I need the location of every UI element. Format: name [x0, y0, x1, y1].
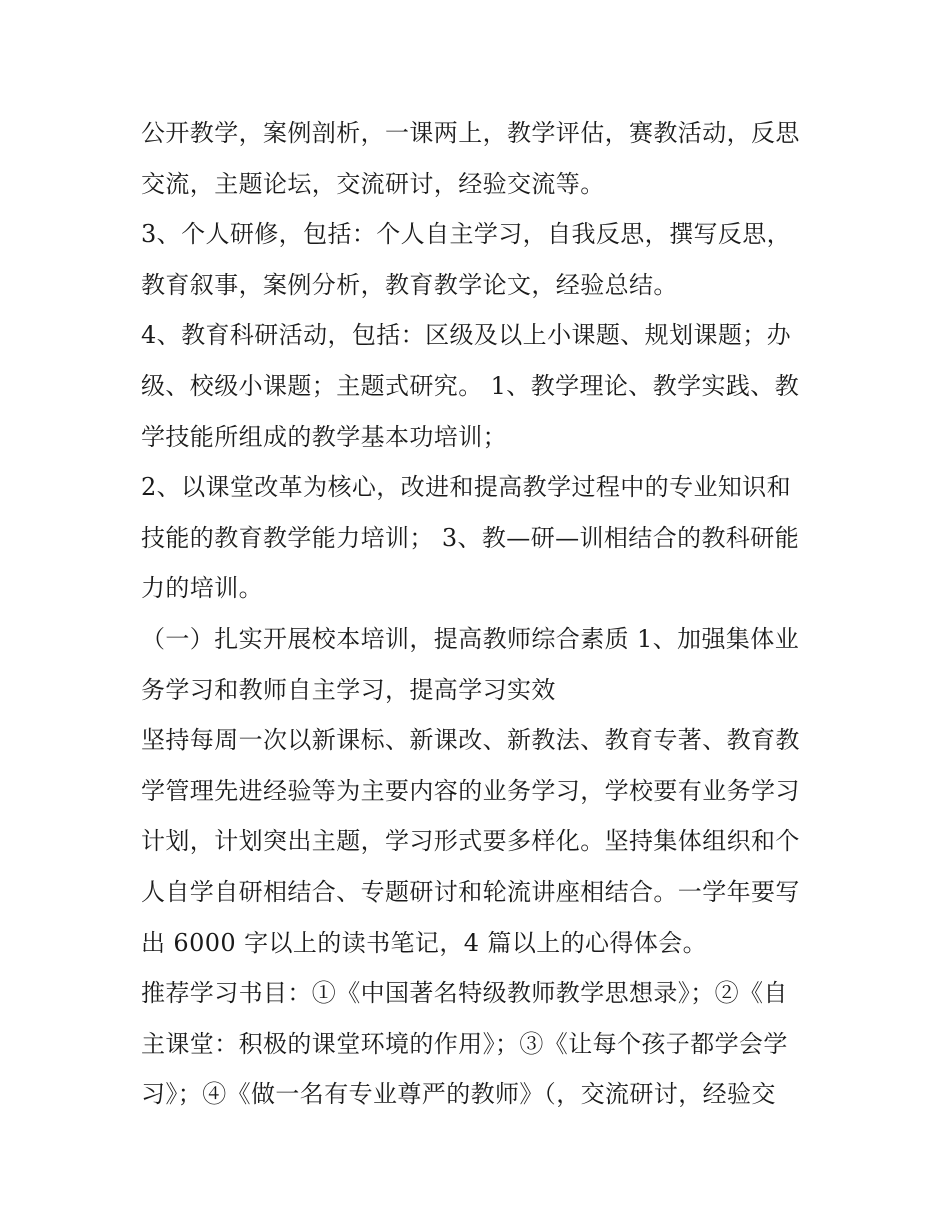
text-line: 出 6000 字以上的读书笔记，4 篇以上的心得体会。: [141, 928, 708, 957]
text-line: 级、校级小课题；主题式研究。 1、教学理论、教学实践、教: [141, 371, 800, 400]
text-line: 力的培训。: [141, 574, 263, 603]
text-line: 学技能所组成的教学基本功培训；: [141, 422, 507, 451]
text-line: 主课堂：积极的课堂环境的作用》；③《让每个孩子都学会学: [141, 1029, 788, 1058]
text-line: 计划，计划突出主题，学习形式要多样化。坚持集体组织和个: [141, 827, 800, 856]
text-line: （一）扎实开展校本培训，提高教师综合素质 1、加强集体业: [141, 624, 800, 653]
text-line: 人自学自研相结合、专题研讨和轮流讲座相结合。一学年要写: [141, 877, 800, 906]
text-line: 3、个人研修，包括：个人自主学习，自我反思，撰写反思，: [141, 220, 792, 249]
text-line: 教育叙事，案例分析，教育教学论文，经验总结。: [141, 270, 678, 299]
text-line: 务学习和教师自主学习，提高学习实效: [141, 675, 556, 704]
text-line: 公开教学，案例剖析，一课两上，教学评估，赛教活动，反思: [141, 119, 800, 147]
text-line: 坚持每周一次以新课标、新课改、新教法、教育专著、教育教: [141, 726, 800, 755]
text-line: 推荐学习书目：①《中国著名特级教师教学思想录》；②《自: [141, 979, 788, 1008]
text-line: 4、教育科研活动，包括：区级及以上小课题、规划课题；办: [141, 321, 792, 350]
text-line: 习》；④《做一名有专业尊严的教师》（，交流研讨，经验交: [141, 1080, 776, 1109]
text-line: 学管理先进经验等为主要内容的业务学习，学校要有业务学习: [141, 776, 800, 805]
text-line: 技能的教育教学能力培训； 3、教—研—训相结合的教科研能: [141, 523, 800, 552]
document-body: [141, 108, 821, 1120]
text-line: 2、以课堂改革为核心，改进和提高教学过程中的专业知识和: [141, 473, 792, 502]
text-line: 交流，主题论坛，交流研讨，经验交流等。: [141, 169, 605, 198]
